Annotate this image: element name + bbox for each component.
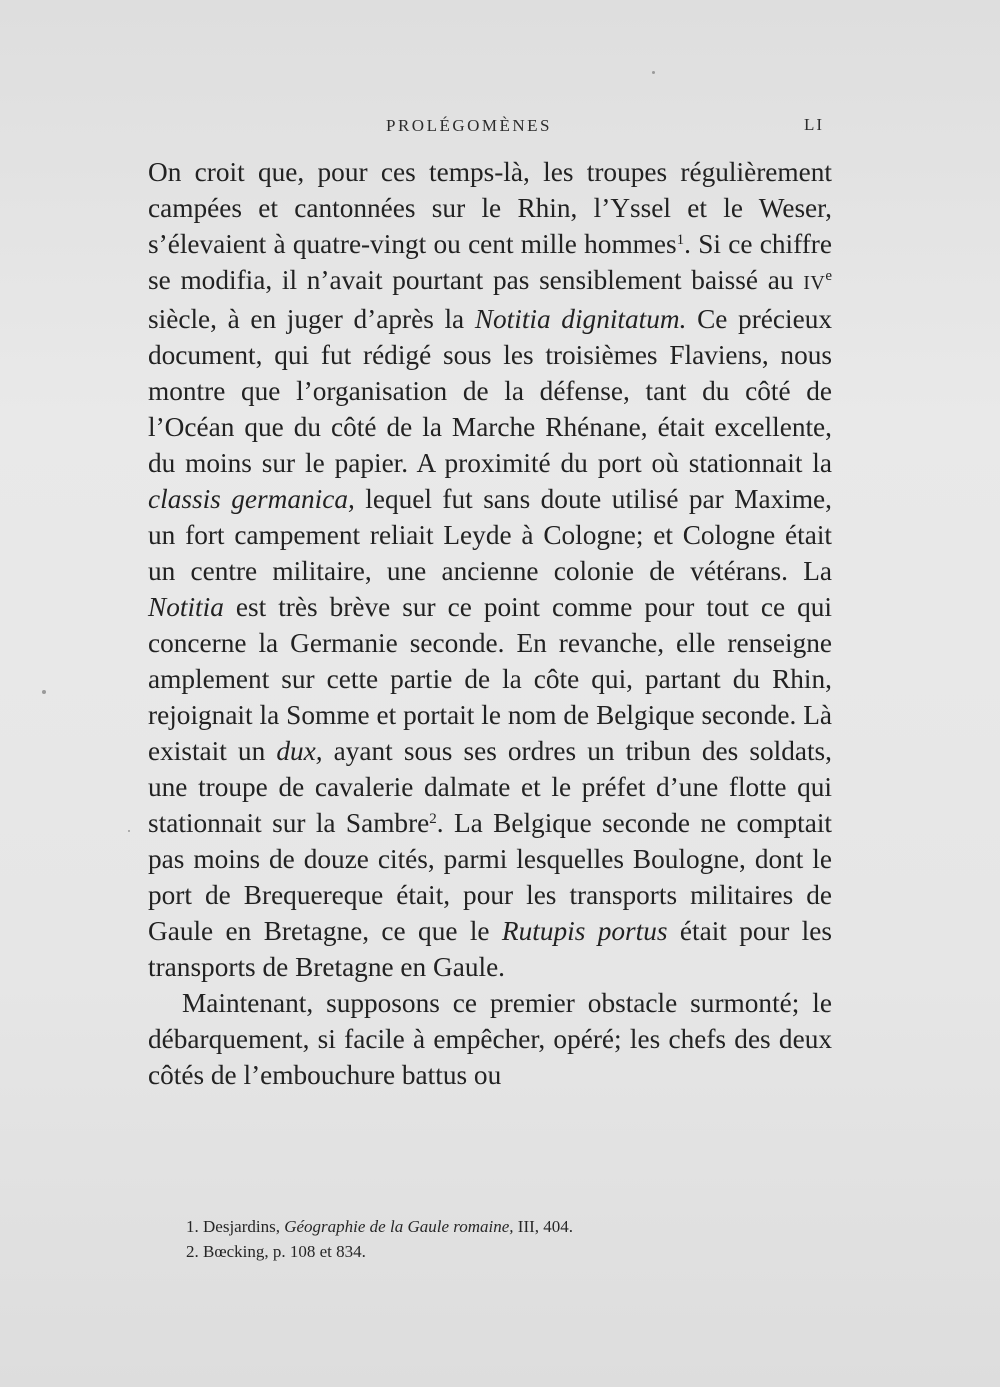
paper-speck — [128, 830, 130, 832]
running-header — [150, 112, 830, 142]
footnote-1 — [186, 1214, 746, 1239]
footnote-author: Desjardins, — [203, 1217, 280, 1236]
page-number: LI — [803, 115, 824, 134]
text-run: On croit que, pour ces temps-là, les troupes régulièrement campées et cantonnées sur le Rhin, l’Yssel et le Weser, s’élevaient à quatre-vingt ou cent mille hommes — [148, 157, 832, 259]
italic-notitia-dignitatum: Notitia dignitatum. — [474, 304, 687, 334]
italic-rutupis-portus: Rutupis portus — [501, 916, 668, 946]
paragraph-1 — [148, 154, 832, 985]
footnote-title: Géographie de la Gaule romaine, — [284, 1217, 514, 1236]
text-run: . La Belgique seconde ne comptait pas moins de douze cités, parmi lesquelles Boulogne, dont le port de Brequereque était, pour les transports militaires de Gaule en Bretagne, ce que le — [148, 808, 832, 946]
italic-notitia: Notitia — [148, 592, 224, 622]
footnote-reference: III, 404. — [517, 1217, 574, 1236]
text-run: lequel fut sans doute utilisé par Maxime, un fort campement reliait Leyde à Cologne; et Cologne était un centre militaire, une ancienne colonie de vétérans. La — [148, 484, 833, 586]
century-numeral: IV — [803, 272, 826, 294]
footnote-text: Bœcking, p. 108 et 834. — [203, 1242, 366, 1261]
century-superscript: e — [825, 268, 832, 284]
footnote-number: 1. — [186, 1217, 199, 1236]
text-run: était pour les transports de Bretagne en Gaule. — [148, 916, 832, 982]
footnote-2 — [186, 1239, 746, 1264]
footnote-ref-1: 1 — [676, 232, 685, 248]
running-title: PROLÉGOMÈNES — [386, 116, 553, 135]
italic-classis-germanica: classis germanica, — [148, 484, 355, 514]
paper-speck — [652, 71, 655, 74]
paper-speck — [42, 690, 46, 694]
footnotes — [186, 1214, 746, 1264]
text-run: ayant sous ses ordres un tribun des soldats, une troupe de cavalerie dalmate et le préfet d’une flotte qui stationnait sur la Sambre — [148, 736, 832, 838]
footnote-ref-2: 2 — [429, 811, 437, 827]
footnote-number: 2. — [186, 1242, 199, 1261]
text-run: Ce précieux document, qui fut rédigé sous les troisièmes Flaviens, nous montre que l’organisation de la défense, tant du côté de l’Océan que du côté de la Marche Rhénane, était excellente, du moins sur le papier. A proximité du port où stationnait la — [148, 304, 833, 478]
text-run: siècle, à en juger d’après la — [148, 304, 475, 334]
text-run: est très brève sur ce point comme pour tout ce qui concerne la Germanie seconde. En revanche, elle renseigne amplement sur cette partie de la côte qui, partant du Rhin, rejoignait la Somme et portait le nom de Belgique seconde. Là existait un — [148, 592, 832, 766]
paragraph-2: Maintenant, supposons ce premier obstacle surmonté; le débarquement, si facile à empêcher, opéré; les chefs des deux côtés de l’embouchure battus ou — [148, 988, 832, 1090]
body-text — [148, 154, 832, 1093]
italic-dux: dux, — [276, 736, 323, 766]
text-run: . Si ce chiffre se modifia, il n’avait pourtant pas sensiblement baissé au — [148, 229, 832, 295]
